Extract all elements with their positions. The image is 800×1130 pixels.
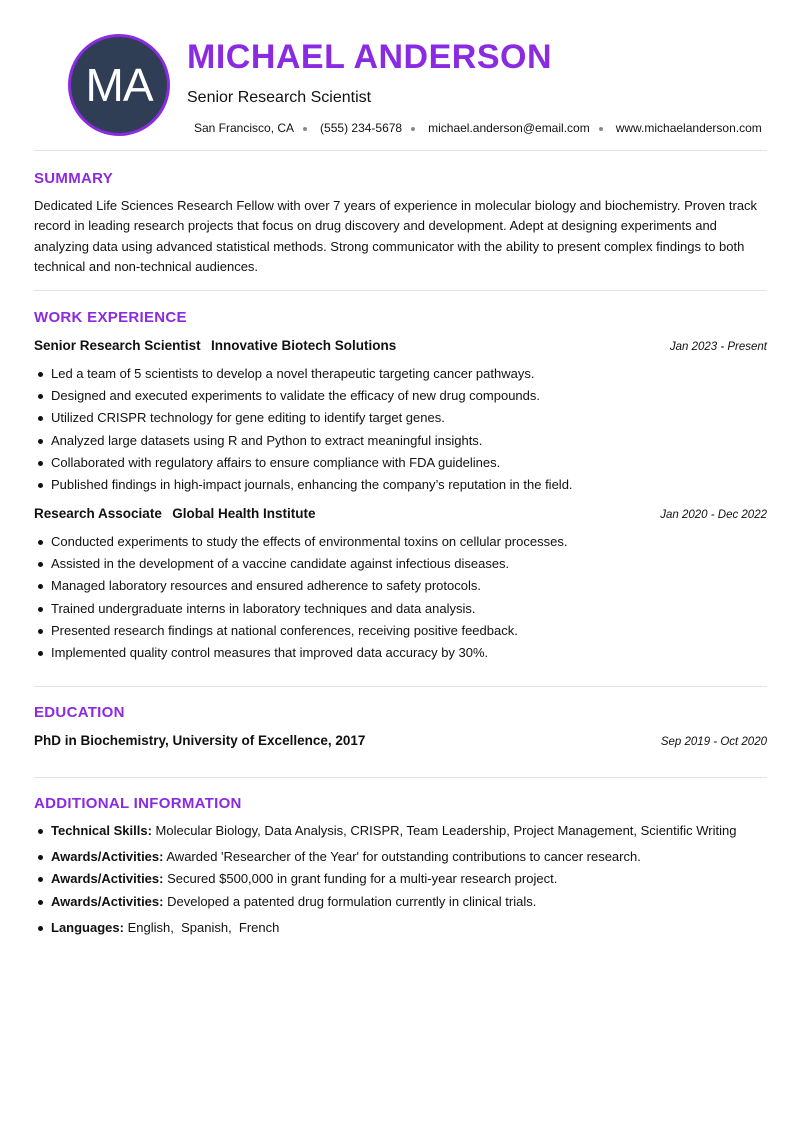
languages-label: Languages: bbox=[51, 919, 124, 935]
job-entry bbox=[34, 505, 767, 664]
contact-info bbox=[194, 120, 762, 136]
contact-email: michael.anderson@email.com bbox=[428, 121, 590, 135]
bullet-separator-icon bbox=[411, 127, 415, 131]
list-item: Implemented quality control measures that improved data accuracy by 30%. bbox=[34, 642, 767, 664]
job-bullets bbox=[34, 363, 767, 496]
job-dates: Jan 2020 - Dec 2022 bbox=[660, 509, 767, 521]
job-role: Research Associate bbox=[34, 506, 162, 521]
section-divider bbox=[34, 686, 767, 687]
job-company: Global Health Institute bbox=[172, 506, 316, 521]
list-item: Trained undergraduate interns in laboratory techniques and data analysis. bbox=[34, 598, 767, 620]
language-separator: , bbox=[228, 919, 239, 935]
contact-phone: (555) 234-5678 bbox=[320, 121, 403, 135]
contact-website: www.michaelanderson.com bbox=[615, 121, 762, 135]
additional-heading: ADDITIONAL INFORMATION bbox=[34, 795, 242, 812]
job-header bbox=[34, 337, 767, 357]
section-divider bbox=[34, 290, 767, 291]
technical-skills-text: Molecular Biology, Data Analysis, CRISPR, Team Leadership, Project Management, Scientific Writing bbox=[155, 823, 737, 838]
summary-heading: SUMMARY bbox=[34, 170, 114, 187]
section-divider bbox=[34, 150, 767, 151]
job-entry bbox=[34, 337, 767, 496]
education-degree: PhD in Biochemistry, University of Excellence, 2017 bbox=[34, 733, 366, 748]
list-item: Collaborated with regulatory affairs to ensure compliance with FDA guidelines. bbox=[34, 452, 767, 474]
list-item: Managed laboratory resources and ensured adherence to safety protocols. bbox=[34, 575, 767, 597]
summary-text: Dedicated Life Sciences Research Fellow with over 7 years of experience in molecular biology and biochemistry. Proven track record in leading research projects that focus on drug discovery and development. Adept at designing experiments and analyzing data using advanced statistical methods. Strong communicator with the ability to present complex findings to both technical and non-technical audiences. bbox=[34, 198, 758, 274]
job-bullets bbox=[34, 531, 767, 664]
education-entry bbox=[34, 733, 767, 748]
section-divider bbox=[34, 777, 767, 778]
additional-info-list bbox=[34, 820, 774, 939]
contact-location: San Francisco, CA bbox=[194, 121, 295, 135]
language: French bbox=[238, 919, 280, 935]
awards-label: Awards/Activities: bbox=[51, 849, 164, 865]
resume-header bbox=[34, 0, 767, 150]
list-item: Published findings in high-impact journals, enhancing the company’s reputation in the field. bbox=[34, 474, 767, 496]
experience-heading: WORK EXPERIENCE bbox=[34, 309, 187, 326]
avatar bbox=[68, 34, 170, 136]
job-header bbox=[34, 505, 767, 525]
job-dates: Jan 2023 - Present bbox=[669, 341, 767, 353]
awards-label: Awards/Activities: bbox=[51, 893, 164, 909]
award-text: Awarded 'Researcher of the Year' for outstanding contributions to cancer research. bbox=[166, 849, 641, 865]
candidate-title: Senior Research Scientist bbox=[187, 89, 372, 106]
list-item: Presented research findings at national conferences, receiving positive feedback. bbox=[34, 620, 767, 642]
language-separator: , bbox=[170, 919, 182, 935]
list-item bbox=[34, 868, 774, 890]
candidate-name: MICHAEL ANDERSON bbox=[187, 38, 553, 76]
avatar-initials: MA bbox=[85, 59, 153, 111]
list-item: Conducted experiments to study the effects of environmental toxins on cellular processes. bbox=[34, 531, 767, 553]
bullet-separator-icon bbox=[599, 127, 603, 131]
list-item: Utilized CRISPR technology for gene editing to identify target genes. bbox=[34, 407, 767, 429]
language: English bbox=[127, 919, 171, 935]
list-item bbox=[34, 891, 774, 913]
list-item: Analyzed large datasets using R and Python to extract meaningful insights. bbox=[34, 430, 767, 452]
award-text: Secured $500,000 in grant funding for a multi-year research project. bbox=[167, 871, 558, 887]
education-heading: EDUCATION bbox=[34, 704, 125, 721]
list-item bbox=[34, 846, 774, 868]
bullet-separator-icon bbox=[303, 127, 307, 131]
job-company: Innovative Biotech Solutions bbox=[211, 338, 397, 353]
job-role: Senior Research Scientist bbox=[34, 338, 201, 353]
list-item: Assisted in the development of a vaccine candidate against infectious diseases. bbox=[34, 553, 767, 575]
list-item: Led a team of 5 scientists to develop a novel therapeutic targeting cancer pathways. bbox=[34, 363, 767, 385]
list-item bbox=[34, 820, 774, 842]
technical-skills-label: Technical Skills: bbox=[51, 823, 152, 838]
awards-label: Awards/Activities: bbox=[51, 871, 164, 887]
list-item: Designed and executed experiments to validate the efficacy of new drug compounds. bbox=[34, 385, 767, 407]
language: Spanish bbox=[181, 919, 229, 935]
award-text: Developed a patented drug formulation currently in clinical trials. bbox=[167, 893, 537, 909]
education-dates: Sep 2019 - Oct 2020 bbox=[660, 736, 767, 748]
list-item bbox=[34, 917, 774, 939]
